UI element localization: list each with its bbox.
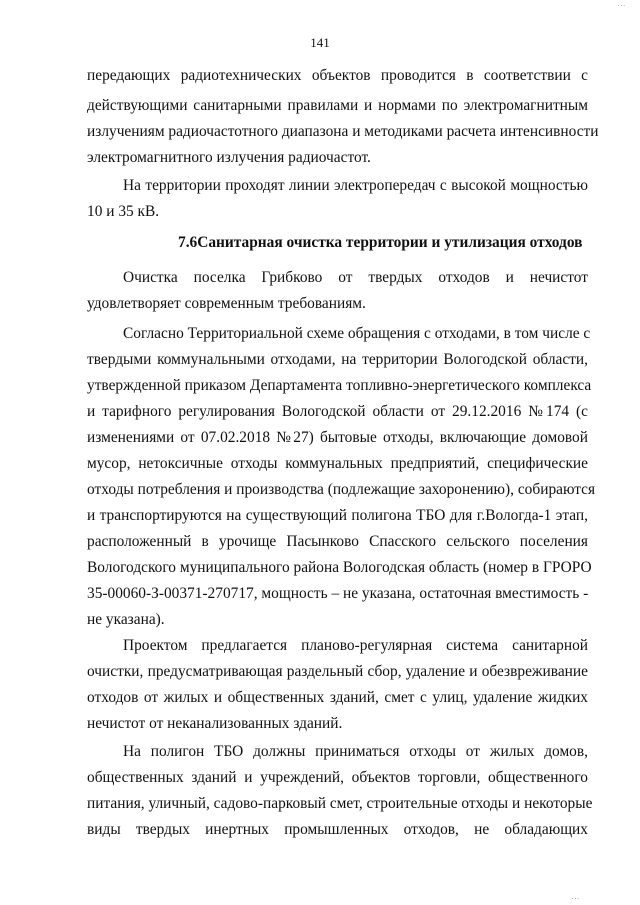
section-heading: 7.6Санитарная очистка территории и утилизация отходов <box>178 234 583 251</box>
text-line: отходы потребления и производства (подлежащие захоронению), собираются <box>87 481 596 498</box>
text-line: утвержденной приказом Департамента топливно-энергетического комплекса <box>87 377 592 394</box>
text-line: отходов от жилых и общественных зданий, смет с улиц, удаление жидких <box>87 689 588 706</box>
text-line: На полигон ТБО должны приниматься отходы от жилых домов, <box>123 743 588 760</box>
text-line: На территории проходят линии электропередач с высокой мощностью <box>123 177 588 194</box>
text-line: общественных зданий и учреждений, объектов торговли, общественного <box>87 769 588 786</box>
text-line: электромагнитного излучения радиочастот. <box>87 149 371 166</box>
text-line: твердыми коммунальными отходами, на территории Вологодской области, <box>87 351 588 368</box>
text-line: Согласно Территориальной схеме обращения с отходами, в том числе с <box>123 325 591 342</box>
text-line: передающих радиотехнических объектов проводится в соответствии с <box>87 67 588 84</box>
text-line: 10 и 35 кВ. <box>87 203 160 220</box>
text-line: изменениями от 07.02.2018 №27) бытовые отходы, включающие домовой <box>87 429 588 446</box>
text-line: удовлетворяет современным требованиям. <box>87 295 366 312</box>
text-line: излучениям радиочастотного диапазона и методиками расчета интенсивности <box>87 123 599 140</box>
text-line: нечистот от неканализованных зданий. <box>87 715 343 732</box>
scan-corner-mark: ... <box>617 0 626 8</box>
text-line: виды твердых инертных промышленных отходов, не обладающих <box>87 821 588 838</box>
text-line: 35-00060-З-00371-270717, мощность – не указана, остаточная вместимость - <box>87 585 589 602</box>
text-line: и тарифного регулирования Вологодской области от 29.12.2016 №174 (с <box>87 403 588 420</box>
page-number: 141 <box>310 35 330 50</box>
text-line: действующими санитарными правилами и нормами по электромагнитным <box>87 97 588 114</box>
text-line: и транспортируются на существующий полигона ТБО для г.Вологда-1 этап, <box>87 507 588 524</box>
text-line: Вологодского муниципального района Вологодская область (номер в ГРОРО <box>87 559 592 576</box>
text-line: мусор, нетоксичные отходы коммунальных предприятий, специфические <box>87 455 588 472</box>
text-line: Проектом предлагается планово-регулярная система санитарной <box>123 637 588 654</box>
text-line: Очистка поселка Грибково от твердых отходов и нечистот <box>123 269 588 286</box>
text-line: питания, уличный, садово-парковый смет, строительные отходы и некоторые <box>87 795 593 812</box>
text-line: расположенный в урочище Пасынково Спасского сельского поселения <box>87 533 588 550</box>
scan-footer-mark: ... <box>571 893 580 901</box>
text-line: очистки, предусматривающая раздельный сбор, удаление и обезвреживание <box>87 663 588 680</box>
text-line: не указана). <box>87 611 165 628</box>
